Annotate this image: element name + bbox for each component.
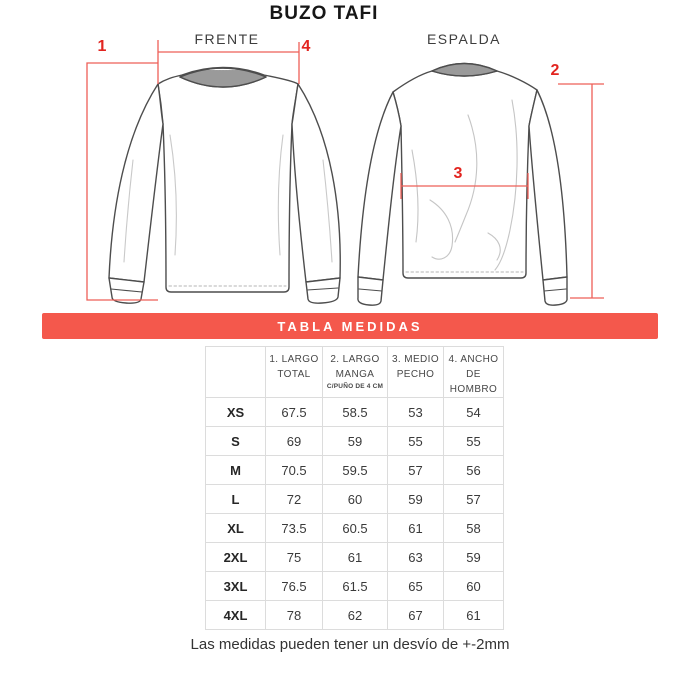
cell-medio-pecho: 67 bbox=[388, 601, 444, 630]
front-garment-drawing bbox=[109, 68, 340, 304]
size-label: L bbox=[206, 485, 266, 514]
measurement-marker-1: 1 bbox=[97, 38, 107, 55]
cell-ancho-hombro: 57 bbox=[444, 485, 504, 514]
cell-ancho-hombro: 60 bbox=[444, 572, 504, 601]
cell-largo-manga: 61 bbox=[323, 543, 388, 572]
cell-ancho-hombro: 56 bbox=[444, 456, 504, 485]
cell-largo-manga: 59 bbox=[323, 427, 388, 456]
header-row bbox=[206, 347, 504, 398]
banner-label: TABLA MEDIDAS bbox=[277, 318, 423, 334]
cell-ancho-hombro: 54 bbox=[444, 398, 504, 427]
cell-largo-total: 75 bbox=[266, 543, 323, 572]
cell-largo-manga: 60.5 bbox=[323, 514, 388, 543]
cell-largo-total: 76.5 bbox=[266, 572, 323, 601]
cell-ancho-hombro: 58 bbox=[444, 514, 504, 543]
cell-ancho-hombro: 61 bbox=[444, 601, 504, 630]
cell-medio-pecho: 53 bbox=[388, 398, 444, 427]
measurement-marker-2: 2 bbox=[550, 62, 560, 79]
cell-largo-total: 72 bbox=[266, 485, 323, 514]
col-header-largo-manga: 2. LARGO MANGA C/PUÑO DE 4 CM bbox=[323, 347, 388, 398]
cuff-note: C/PUÑO DE 4 CM bbox=[326, 383, 384, 390]
cell-largo-manga: 59.5 bbox=[323, 456, 388, 485]
size-label: 3XL bbox=[206, 572, 266, 601]
cell-ancho-hombro: 55 bbox=[444, 427, 504, 456]
measurement-marker-3: 3 bbox=[453, 165, 463, 182]
cell-medio-pecho: 61 bbox=[388, 514, 444, 543]
cell-largo-total: 73.5 bbox=[266, 514, 323, 543]
cell-largo-total: 78 bbox=[266, 601, 323, 630]
cell-medio-pecho: 55 bbox=[388, 427, 444, 456]
cell-medio-pecho: 59 bbox=[388, 485, 444, 514]
size-label: XS bbox=[206, 398, 266, 427]
cell-medio-pecho: 63 bbox=[388, 543, 444, 572]
size-label: 2XL bbox=[206, 543, 266, 572]
cell-largo-manga: 61.5 bbox=[323, 572, 388, 601]
table-row-xl bbox=[206, 514, 504, 543]
table-row-m bbox=[206, 456, 504, 485]
cell-largo-manga: 60 bbox=[323, 485, 388, 514]
cell-medio-pecho: 57 bbox=[388, 456, 444, 485]
back-garment-drawing bbox=[358, 64, 567, 306]
col-header-largo-total: 1. LARGO TOTAL bbox=[266, 347, 323, 398]
table-row-xs bbox=[206, 398, 504, 427]
table-row-3xl bbox=[206, 572, 504, 601]
col-header-ancho-hombro: 4. ANCHO DE HOMBRO bbox=[444, 347, 504, 398]
tabla-medidas-banner bbox=[42, 313, 658, 339]
cell-largo-total: 67.5 bbox=[266, 398, 323, 427]
size-label: S bbox=[206, 427, 266, 456]
size-col-header bbox=[206, 347, 266, 398]
table-row-2xl bbox=[206, 543, 504, 572]
cell-largo-total: 70.5 bbox=[266, 456, 323, 485]
cell-largo-total: 69 bbox=[266, 427, 323, 456]
page-title: BUZO TAFI bbox=[269, 3, 379, 24]
front-view-label: FRENTE bbox=[194, 31, 260, 47]
table-row-l bbox=[206, 485, 504, 514]
table-row-4xl bbox=[206, 601, 504, 630]
table-row-s bbox=[206, 427, 504, 456]
cell-largo-manga: 58.5 bbox=[323, 398, 388, 427]
measurement-marker-4: 4 bbox=[301, 38, 311, 55]
cell-ancho-hombro: 59 bbox=[444, 543, 504, 572]
size-label: M bbox=[206, 456, 266, 485]
size-label: XL bbox=[206, 514, 266, 543]
size-label: 4XL bbox=[206, 601, 266, 630]
back-view-label: ESPALDA bbox=[426, 31, 502, 47]
tolerance-note: Las medidas pueden tener un desvío de +-2mm bbox=[190, 636, 510, 653]
size-table bbox=[205, 346, 504, 630]
col-header-medio-pecho: 3. MEDIO PECHO bbox=[388, 347, 444, 398]
cell-largo-manga: 62 bbox=[323, 601, 388, 630]
cell-medio-pecho: 65 bbox=[388, 572, 444, 601]
